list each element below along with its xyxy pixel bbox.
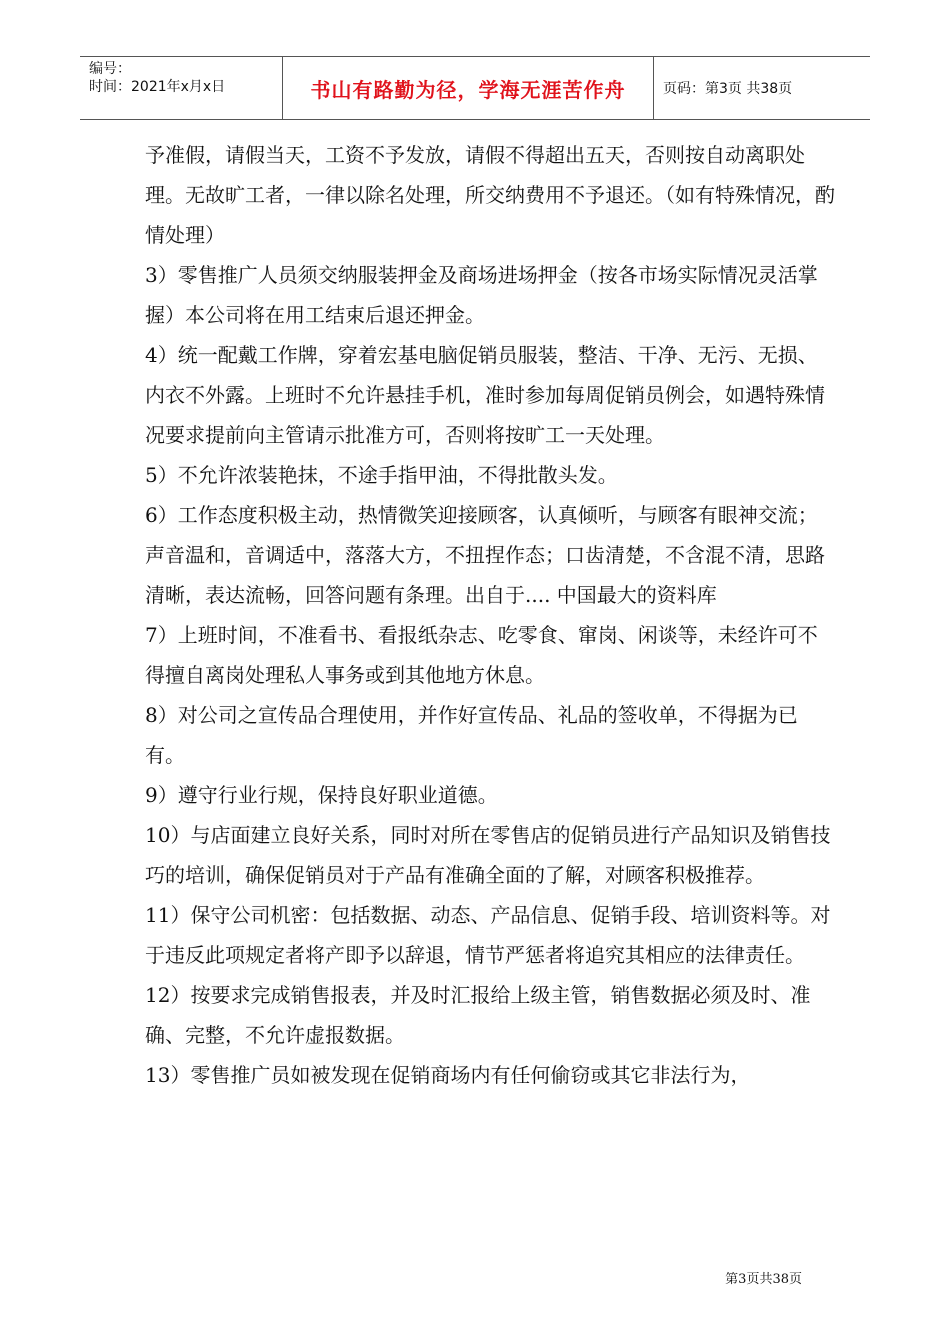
document-body [145, 135, 835, 1095]
paragraph: 11）保守公司机密：包括数据、动态、产品信息、促销手段、培训资料等。对于违反此项规定者将产即予以辞退，情节严惩者将追究其相应的法律责任。 [145, 903, 831, 967]
header-page-code: 页码：第3页 共38页 [663, 81, 793, 97]
header-motto: 书山有路勤为径，学海无涯苦作舟 [283, 57, 654, 119]
header-meta [80, 57, 283, 119]
paragraph: 3）零售推广人员须交纳服装押金及商场进场押金（按各市场实际情况灵活掌握）本公司将在用工结束后退还押金。 [145, 263, 818, 327]
paragraph: 予准假，请假当天，工资不予发放，请假不得超出五天，否则按自动离职处理。无故旷工者，一律以除名处理，所交纳费用不予退还。（如有特殊情况，酌情处理） [145, 143, 835, 247]
paragraph: 12）按要求完成销售报表，并及时汇报给上级主管，销售数据必须及时、准确、完整，不允许虚报数据。 [145, 983, 811, 1047]
paragraph: 4）统一配戴工作牌，穿着宏基电脑促销员服装，整洁、干净、无污、无损、内衣不外露。上班时不允许悬挂手机，准时参加每周促销员例会，如遇特殊情况要求提前向主管请示批准方可，否则将按旷工一天处理。 [145, 343, 825, 447]
paragraph: 8）对公司之宣传品合理使用，并作好宣传品、礼品的签收单，不得据为已有。 [145, 703, 798, 767]
paragraph: 5）不允许浓装艳抹，不途手指甲油，不得批散头发。 [145, 463, 618, 487]
page-footer: 第3页共38页 [725, 1272, 802, 1287]
paragraph: 6）工作态度积极主动，热情微笑迎接顾客，认真倾听，与顾客有眼神交流；声音温和，音调适中，落落大方，不扭捏作态；口齿清楚，不含混不清，思路清晰，表达流畅，回答问题有条理。出自于.... 中国最大的资料库 [145, 503, 825, 607]
document-header [80, 56, 870, 120]
serial-label: 编号： [89, 61, 131, 77]
paragraph: 7）上班时间，不准看书、看报纸杂志、吃零食、窜岗、闲谈等，未经许可不得擅自离岗处理私人事务或到其他地方休息。 [145, 623, 818, 687]
date-label: 时间：2021年x月x日 [89, 79, 226, 95]
paragraph: 13）零售推广员如被发现在促销商场内有任何偷窃或其它非法行为， [145, 1063, 751, 1087]
paragraph: 10）与店面建立良好关系，同时对所在零售店的促销员进行产品知识及销售技巧的培训，确保促销员对于产品有准确全面的了解，对顾客积极推荐。 [145, 823, 831, 887]
paragraph: 9）遵守行业行规，保持良好职业道德。 [145, 783, 498, 807]
